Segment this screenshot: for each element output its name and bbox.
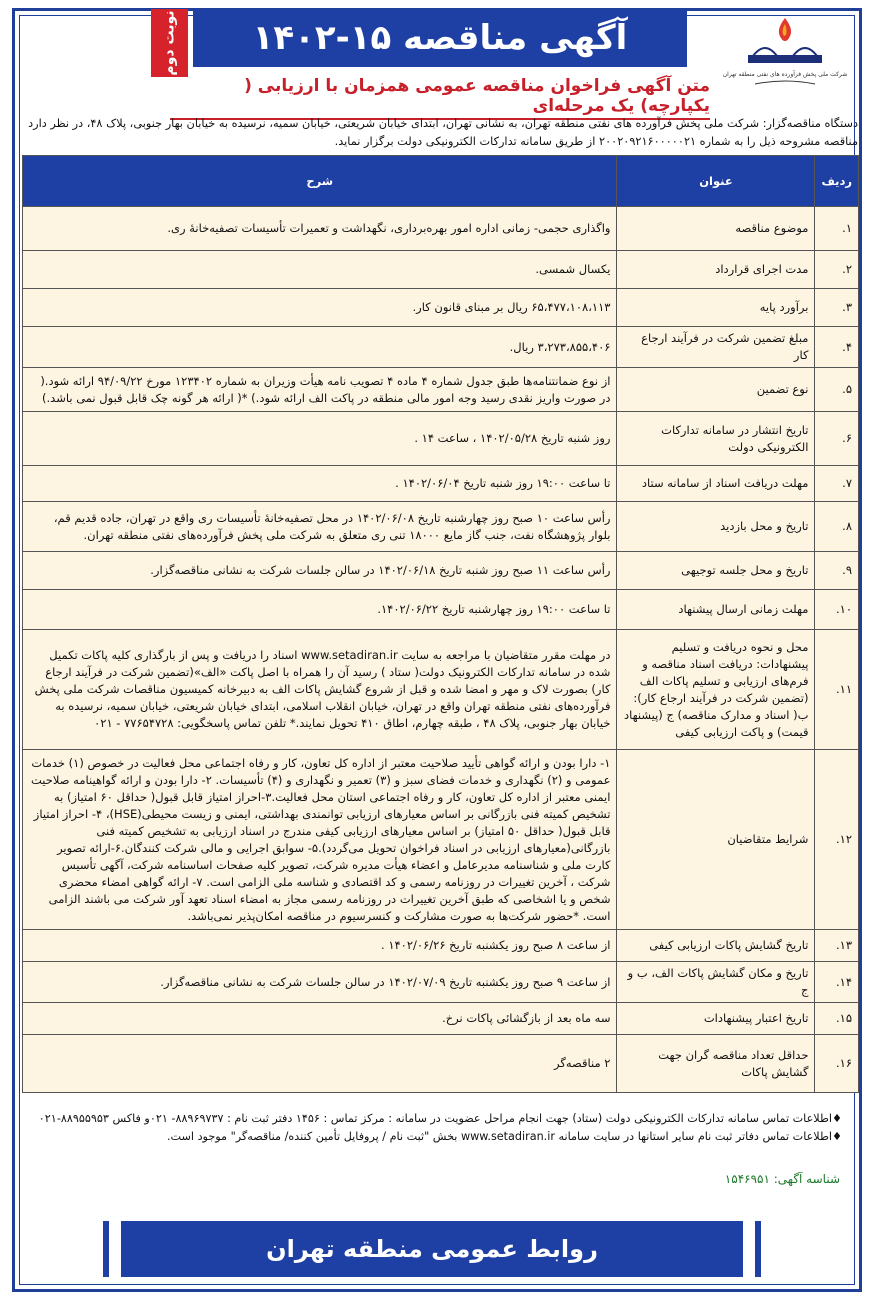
table-row	[23, 327, 859, 368]
row-description: تا ساعت ۱۹:۰۰ روز شنبه تاریخ ۱۴۰۲/۰۶/۰۴ .	[23, 466, 617, 502]
row-title: تاریخ و محل بازدید	[617, 502, 815, 552]
table-row	[23, 289, 859, 327]
row-description: ۲ مناقصه‌گر	[23, 1035, 617, 1093]
company-logo	[722, 12, 848, 98]
contact-info	[30, 1110, 842, 1146]
row-title: تاریخ گشایش پاکات ارزیابی کیفی	[617, 930, 815, 962]
row-title: تاریخ و مکان گشایش پاکات الف، ب و ج	[617, 962, 815, 1003]
table-row	[23, 1035, 859, 1093]
row-description: یکسال شمسی.	[23, 251, 617, 289]
row-number: ۸.	[815, 502, 859, 552]
ad-id: شناسه آگهی: ۱۵۴۶۹۵۱	[724, 1172, 840, 1186]
table-header-row	[23, 156, 859, 207]
row-title: نوع تضمین	[617, 368, 815, 412]
row-number: ۷.	[815, 466, 859, 502]
row-number: ۶.	[815, 412, 859, 466]
row-number: ۲.	[815, 251, 859, 289]
row-title: تاریخ اعتبار پیشنهادات	[617, 1003, 815, 1035]
contact-line: ♦اطلاعات تماس سامانه تدارکات الکترونیکی دولت (ستاد) جهت انجام مراحل عضویت در سامانه : مرکز تماس : ۱۴۵۶ دفتر ثبت نام : ۸۸۹۶۹۷۳۷- ۰۲۱و فاکس ۸۸۹۵۵۹۵۳-۰۲۱	[38, 1112, 842, 1125]
row-title: محل و نحوه دریافت و تسلیم پیشنهادات: دریافت اسناد مناقصه و فرم‌های ارزیابی و تسلیم پاکات الف (تضمین شرکت در فرآیند ارجاع کار): ب( اسناد و مدارک مناقصه) ج (پیشنهاد قیمت) و پاکت ارزیابی کیفی	[617, 630, 815, 750]
row-description: سه ماه بعد از بازگشائی پاکات نرخ.	[23, 1003, 617, 1035]
header-title: عنوان	[617, 156, 815, 207]
row-title: مبلغ تضمین شرکت در فرآیند ارجاع کار	[617, 327, 815, 368]
footer-banner: روابط عمومی منطقه تهران	[121, 1221, 743, 1277]
table-row	[23, 466, 859, 502]
notice-subtitle: متن آگهی فراخوان مناقصه عمومی همزمان با ارزیابی ( یکپارچه) یک مرحله‌ای	[170, 76, 710, 120]
row-description: روز شنبه تاریخ ۱۴۰۲/۰۵/۲۸ ، ساعت ۱۴ .	[23, 412, 617, 466]
row-title: حداقل تعداد مناقصه گران جهت گشایش پاکات	[617, 1035, 815, 1093]
row-description: واگذاری حجمی- زمانی اداره امور بهره‌برداری، نگهداشت و تعمیرات تأسیسات تصفیه‌خانهٔ ری.	[23, 207, 617, 251]
row-number: ۱۶.	[815, 1035, 859, 1093]
row-description: در مهلت مقرر متقاضیان با مراجعه به سایت www.setadiran.ir اسناد را دریافت و پس از بارگذاری کلیه پاکات تکمیل شده در سامانه تدارکات الکترونیک دولت( ستاد ) رسید آن را همراه با اصل پاکت «الف»(تضمین شرکت در فرآیند ارجاع کار) بصورت لاک و مهر و امضا شده و قبل از شروع گشایش پاکات الف به دبیرخانه کمیسیون مناقصات شرکت ملی پخش فرآورده‌های نفتی منطقه تهران واقع در تهران، خیابان انقلاب اسلامی، ابتدای خیابان شریعتی، خیابان سمیه، نرسیده به خیابان بهار جنوبی، پلاک ۴۸ ، طبقه چهارم، اطاق ۴۱۰ تحویل نمایند.* تلفن تماس پاسخگویی: ۷۷۶۵۴۷۲۸ - ۰۲۱	[23, 630, 617, 750]
table-row	[23, 251, 859, 289]
row-number: ۱۰.	[815, 590, 859, 630]
row-number: ۱۱.	[815, 630, 859, 750]
row-number: ۵.	[815, 368, 859, 412]
row-description: از نوع ضمانتنامه‌ها طبق جدول شماره ۴ ماده ۴ تصویب نامه هیأت وزیران به شماره ۱۲۳۴۰۲ مورخ ۹۴/۰۹/۲۲ ارائه شود.( در صورت واریز نقدی رسید وجه امور مالی منطقه در پاکت الف ارائه شود.) *( ارائه هر گونه چک قابل قبول نمی باشد.)	[23, 368, 617, 412]
header-description: شرح	[23, 156, 617, 207]
table-row	[23, 207, 859, 251]
table-row	[23, 502, 859, 552]
table-row	[23, 1003, 859, 1035]
row-number: ۳.	[815, 289, 859, 327]
row-description: رأس ساعت ۱۰ صبح روز چهارشنبه تاریخ ۱۴۰۲/۰۶/۰۸ در محل تصفیه‌خانهٔ تأسیسات ری واقع در تهران، جاده قدیم قم، بلوار پژوهشگاه نفت، جنب گاز مایع ۱۸۰۰۰ تنی ری متعلق به شرکت ملی پخش فرآورده‌های نفتی منطقه تهران.	[23, 502, 617, 552]
row-title: موضوع مناقصه	[617, 207, 815, 251]
table-row	[23, 368, 859, 412]
table-row	[23, 630, 859, 750]
table-row	[23, 412, 859, 466]
row-number: ۴.	[815, 327, 859, 368]
row-title: مهلت زمانی ارسال پیشنهاد	[617, 590, 815, 630]
row-title: مدت اجرای قرارداد	[617, 251, 815, 289]
row-description: ۳،۲۷۳،۸۵۵،۴۰۶ ریال.	[23, 327, 617, 368]
row-title: تاریخ و محل جلسه توجیهی	[617, 552, 815, 590]
tender-table	[22, 155, 859, 1093]
row-description: تا ساعت ۱۹:۰۰ روز چهارشنبه تاریخ ۱۴۰۲/۰۶/۲۲.	[23, 590, 617, 630]
intro-paragraph: دستگاه مناقصه‌گزار: شرکت ملی پخش فرآورده های نفتی منطقه تهران، به نشانی تهران، ابتدای خیابان شریعتی، خیابان سمیه، نرسیده به خیابان بهار جنوبی، پلاک ۴۸، در نظر دارد مناقصه مشروحه ذیل را به شماره ۲۰۰۲۰۹۲۱۶۰۰۰۰۰۲۱ از طریق سامانه تدارکات الکترونیکی دولت برگزار نماید.	[28, 117, 858, 148]
row-number: ۱۵.	[815, 1003, 859, 1035]
row-number: ۹.	[815, 552, 859, 590]
row-number: ۱۳.	[815, 930, 859, 962]
row-title: برآورد پایه	[617, 289, 815, 327]
row-description: از ساعت ۸ صبح روز یکشنبه تاریخ ۱۴۰۲/۰۶/۲۶ .	[23, 930, 617, 962]
row-title: مهلت دریافت اسناد از سامانه ستاد	[617, 466, 815, 502]
page-title: آگهی مناقصه ۱۵-۱۴۰۲	[193, 9, 687, 67]
row-description: ۶۵،۴۷۷،۱۰۸،۱۱۳ ریال بر مبنای قانون کار.	[23, 289, 617, 327]
row-title: شرایط متقاضیان	[617, 750, 815, 930]
table-row	[23, 962, 859, 1003]
contact-line: ♦اطلاعات تماس دفاتر ثبت نام سایر استانها در سایت سامانه www.setadiran.ir بخش "ثبت نام / پروفایل تأمین کننده/ مناقصه‌گر" موجود است.	[167, 1130, 842, 1143]
row-description: ۱- دارا بودن و ارائه گواهی تأیید صلاحیت معتبر از اداره کل تعاون، کار و رفاه اجتماعی محل فعالیت در خصوص (۱) خدمات عمومی و (۲) نگهداری و خدمات فضای سبز و (۳) تعمیر و نگهداری و (۴) تأسیسات. ۲- دارا بودن و ارائه گواهینامه صلاحیت ایمنی معتبر از اداره کل تعاون، کار و رفاه اجتماعی استان محل فعالیت.۳-احراز امتیاز قابل قبول( حداقل ۶۰ امتیاز) به تشخیص کمیته فنی بازرگانی بر اساس معیارهای ارزیابی توانمندی بهداشتی، ایمنی و زیست محیطی(HSE)، ۴- احراز امتیاز قابل قبول( حداقل ۵۰ امتیاز) بر اساس معیارهای ارزیابی کیفی مندرج در اسناد ارزیابی به تشخیص کمیته فنی بازرگانی(معیارهای ارزیابی در اسناد فراخوان تحویل می‌گردد).۵- سوابق اجرایی و مالی شرکت کنندگان.۶-ارائه تصویر کارت ملی و شناسنامه مدیرعامل و اعضاء هیأت مدیره شرکت، تصویر کلیه صفحات اساسنامه شرکت، آگهی تأسیس شرکت ، آخرین تغییرات در روزنامه رسمی و کد اقتصادی و شناسه ملی الزامی است. ۷- ارائه گواهی امضاء محضری شخص و یا اشخاصی که طبق آخرین تغییرات در روزنامه رسمی مجاز به امضاء اسناد تعهد آور شرکت می باشند الزامی است. *حضور شرکت‌ها به صورت مشارکت و کنسرسیوم در مناقصه امکان‌پذیر نمی‌باشد.	[23, 750, 617, 930]
table-row	[23, 552, 859, 590]
table-row	[23, 750, 859, 930]
table-row	[23, 930, 859, 962]
header-row-number: ردیف	[815, 156, 859, 207]
row-title: تاریخ انتشار در سامانه تدارکات الکترونیکی دولت	[617, 412, 815, 466]
round-tag: نوبت دوم	[151, 9, 188, 77]
svg-text:شرکت ملی پخش فرآورده های نفتی: شرکت ملی پخش فرآورده های نفتی منطقه تهران	[722, 71, 848, 78]
row-number: ۱۲.	[815, 750, 859, 930]
row-description: از ساعت ۹ صبح روز یکشنبه تاریخ ۱۴۰۲/۰۷/۰۹ در سالن جلسات شرکت به نشانی مناقصه‌گزار.	[23, 962, 617, 1003]
row-number: ۱.	[815, 207, 859, 251]
row-description: رأس ساعت ۱۱ صبح روز شنبه تاریخ ۱۴۰۲/۰۶/۱۸ در سالن جلسات شرکت به نشانی مناقصه‌گزار.	[23, 552, 617, 590]
footer-decor-left	[103, 1221, 109, 1277]
table-row	[23, 590, 859, 630]
footer-decor-right	[755, 1221, 761, 1277]
row-number: ۱۴.	[815, 962, 859, 1003]
